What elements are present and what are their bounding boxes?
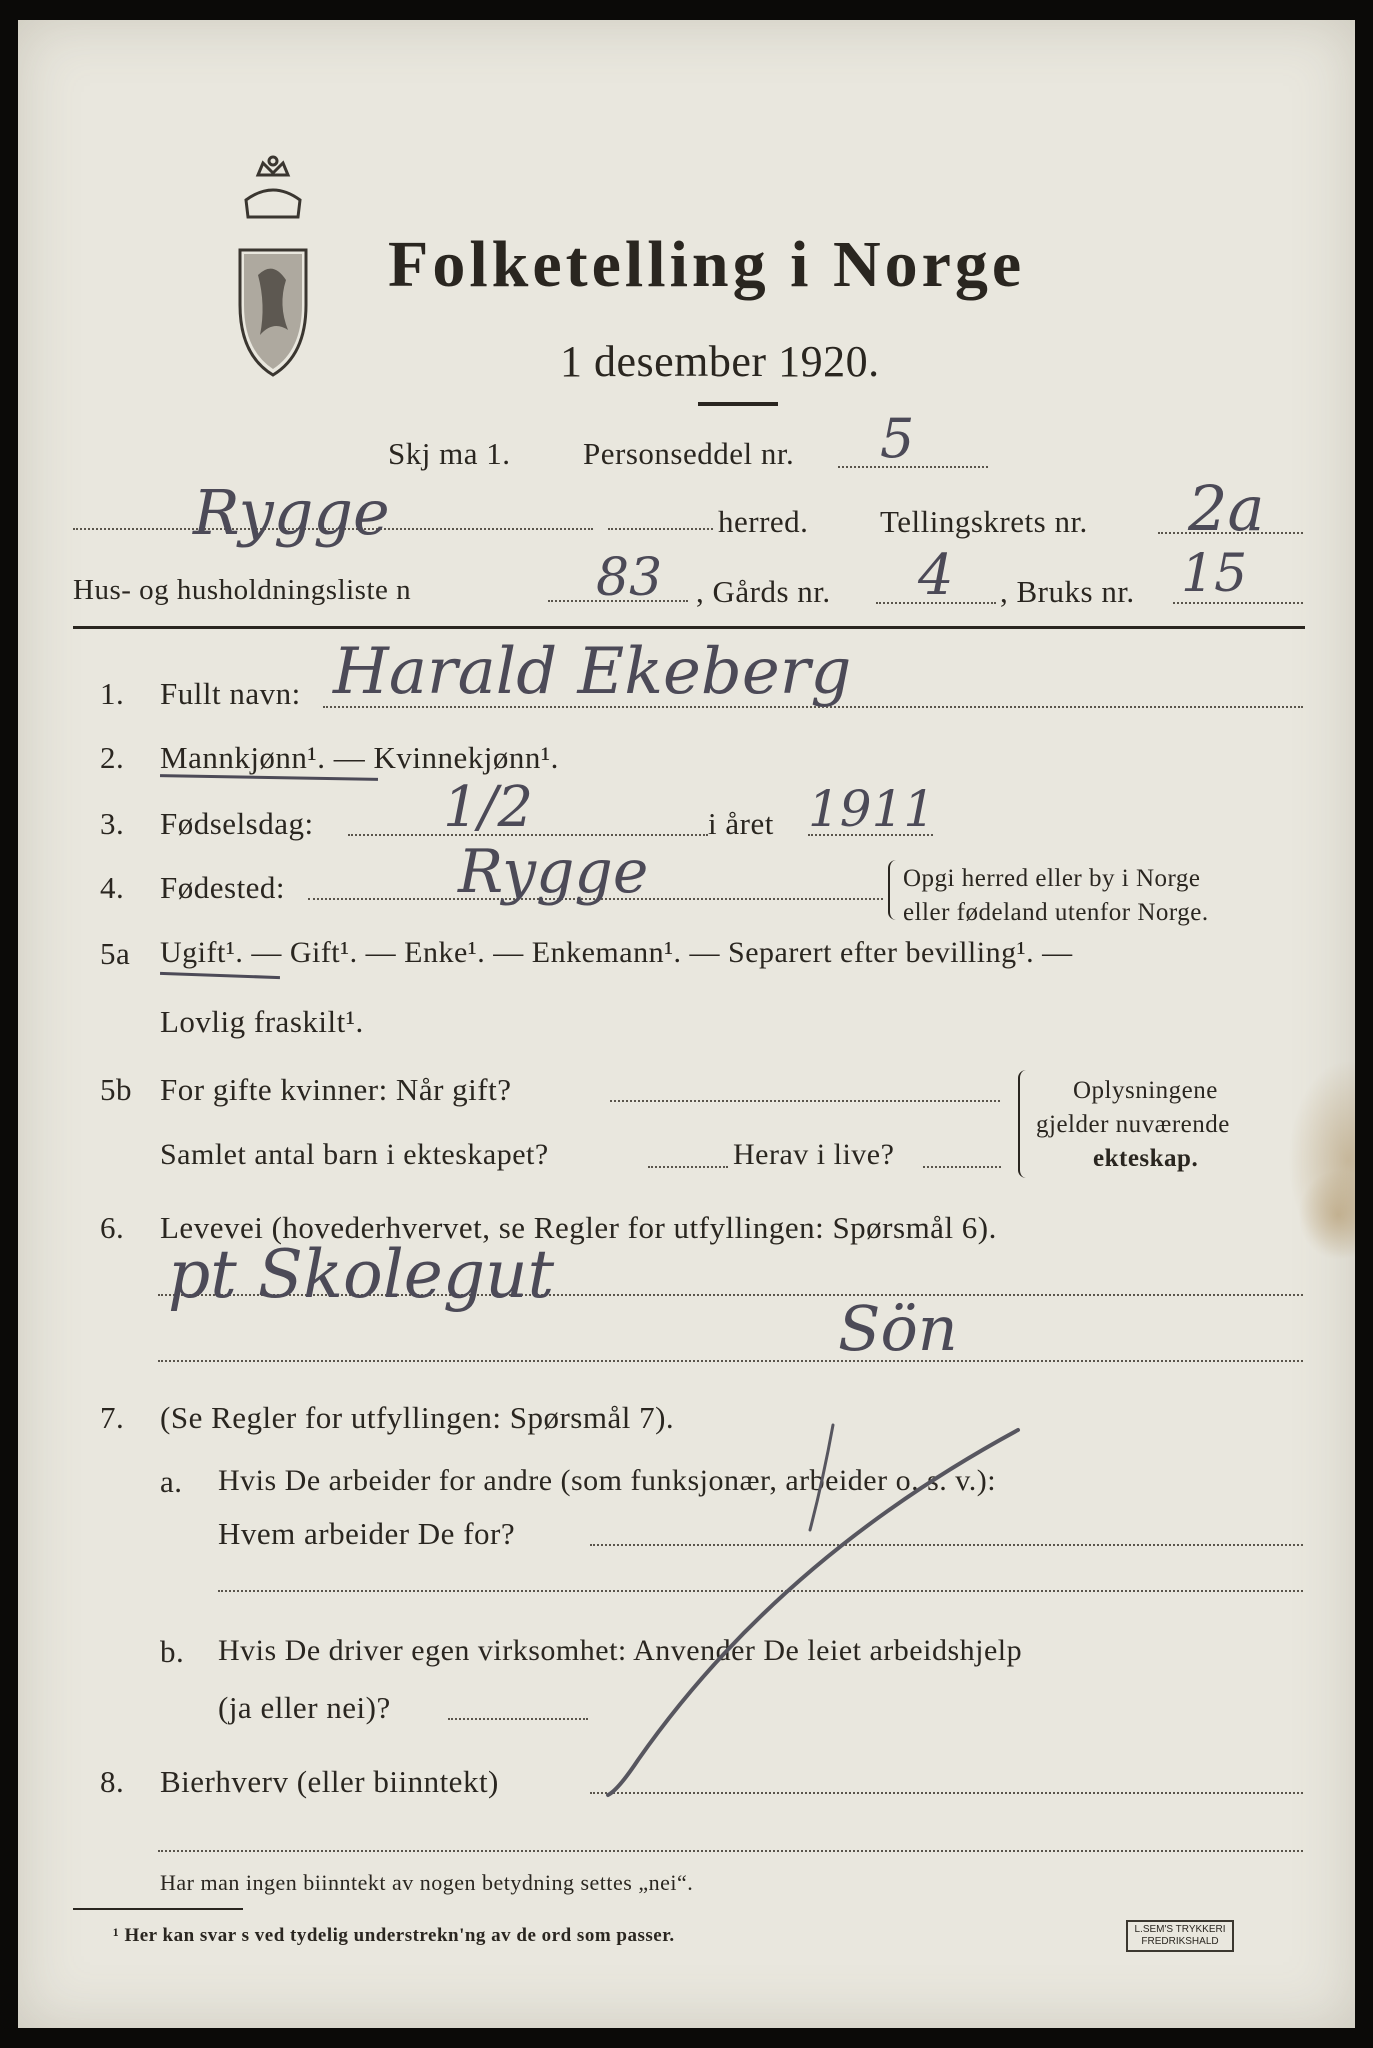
q7a-line1: Hvis De arbeider for andre (som funksjonær, arbeider o. s. v.): (218, 1464, 997, 1497)
q7a-letter: a. (160, 1464, 183, 1499)
q8-number: 8. (100, 1764, 125, 1799)
ugift-underline (160, 972, 280, 979)
birth-year-value: 1911 (808, 780, 936, 838)
husliste-label: Hus- og husholdningsliste n (73, 574, 412, 606)
bruks-value: 15 (1181, 544, 1248, 604)
tellingskrets-label: Tellingskrets nr. (880, 504, 1088, 539)
header-section-rule (73, 626, 1305, 629)
printer-stamp-line1: L.SEM'S TRYKKERI (1134, 1924, 1226, 1935)
q7b-letter: b. (160, 1634, 185, 1669)
gards-value: 4 (918, 543, 954, 608)
form-title: Folketelling i Norge (388, 228, 1026, 301)
q3-year-label: i året (708, 806, 774, 841)
footer-note: Har man ingen biinntekt av nogen betydning settes „nei“. (160, 1870, 694, 1895)
q3-label: Fødselsdag: (160, 806, 314, 841)
birthplace-value: Rygge (458, 837, 649, 907)
q4-number: 4. (100, 870, 125, 905)
q5b-number: 5b (100, 1072, 132, 1107)
q1-label: Fullt navn: (160, 676, 301, 711)
personseddel-value: 5 (880, 407, 915, 470)
footnote-text: ¹ Her kan svar s ved tydelig understrekn'ng av de ord som passer. (113, 1925, 675, 1946)
q6-label: Levevei (hovederhvervet, se Regler for utfyllingen: Spørsmål 6). (160, 1210, 997, 1245)
norwegian-coat-of-arms-icon (218, 155, 328, 380)
schema-label: Skj ma 1. (388, 436, 511, 471)
tellingskrets-value: 2a (1188, 472, 1265, 545)
municipality-value: Rygge (193, 476, 390, 549)
birthplace-note-line1: Opgi herred eller by i Norge (903, 865, 1201, 892)
q1-number: 1. (100, 676, 125, 711)
printer-stamp-line2: FREDRIKSHALD (1141, 1936, 1219, 1947)
side-income-field-line2[interactable] (158, 1850, 1303, 1852)
title-divider (698, 402, 778, 406)
gards-label: , Gårds nr. (696, 574, 831, 609)
q7b-line2: (ja eller nei)? (218, 1690, 391, 1725)
full-name-value: Harald Ekeberg (333, 635, 852, 709)
birthday-value: 1/2 (443, 775, 534, 840)
children-count-field[interactable] (648, 1166, 728, 1168)
marriage-note-line3: ekteskap. (1093, 1145, 1199, 1172)
q5a-number: 5a (100, 936, 131, 971)
herred-label: herred. (718, 504, 809, 539)
q2-number: 2. (100, 740, 125, 775)
q5b-label-line2b: Herav i live? (733, 1138, 895, 1171)
marriage-note-line2: gjelder nuværende (1036, 1111, 1230, 1138)
birthplace-note-line2: eller fødeland utenfor Norge. (903, 899, 1209, 926)
marriage-note-line1: Oplysningene (1073, 1077, 1218, 1104)
q7-number: 7. (100, 1400, 125, 1435)
municipality-field-extension[interactable] (608, 528, 713, 530)
q2-label: Mannkjønn¹. — Kvinnekjønn¹. (160, 740, 559, 775)
birthplace-note-brace (888, 860, 900, 920)
q3-number: 3. (100, 806, 125, 841)
occupation-value-line1: pt Skolegut (168, 1236, 555, 1313)
hired-help-field[interactable] (448, 1718, 588, 1720)
q5a-label-line2: Lovlig fraskilt¹. (160, 1004, 364, 1039)
q7-label: (Se Regler for utfyllingen: Spørsmål 7). (160, 1400, 675, 1435)
q4-label: Fødested: (160, 870, 286, 905)
printer-stamp (1126, 1920, 1234, 1952)
q5b-label-line2: Samlet antal barn i ekteskapet? (160, 1138, 549, 1171)
personseddel-label: Personseddel nr. (583, 436, 795, 471)
q5a-label-line1: Ugift¹. — Gift¹. — Enke¹. — Enkemann¹. — Separert efter bevilling¹. — (160, 936, 1073, 969)
form-date: 1 desember 1920. (560, 337, 880, 386)
mannkjonn-underline (160, 774, 378, 781)
q5b-label-line1: For gifte kvinner: Når gift? (160, 1072, 512, 1107)
pen-strike-mark (578, 1410, 1048, 1810)
occupation-value-line2: Sön (838, 1292, 958, 1365)
occupation-field-line2[interactable] (158, 1360, 1303, 1362)
q7b-line1: Hvis De driver egen virksomhet: Anvender De leiet arbeidshjelp (218, 1634, 1023, 1667)
footnote-rule (73, 1908, 243, 1910)
q8-label: Bierhverv (eller biinntekt) (160, 1764, 499, 1799)
bruks-label: , Bruks nr. (1000, 574, 1135, 609)
q6-number: 6. (100, 1210, 125, 1245)
census-form-page (18, 20, 1355, 2028)
q7a-line2: Hvem arbeider De for? (218, 1516, 516, 1551)
husliste-value: 83 (596, 548, 663, 608)
marriage-note-brace (1018, 1070, 1030, 1178)
married-date-field[interactable] (610, 1100, 1000, 1102)
children-alive-field[interactable] (923, 1166, 1001, 1168)
